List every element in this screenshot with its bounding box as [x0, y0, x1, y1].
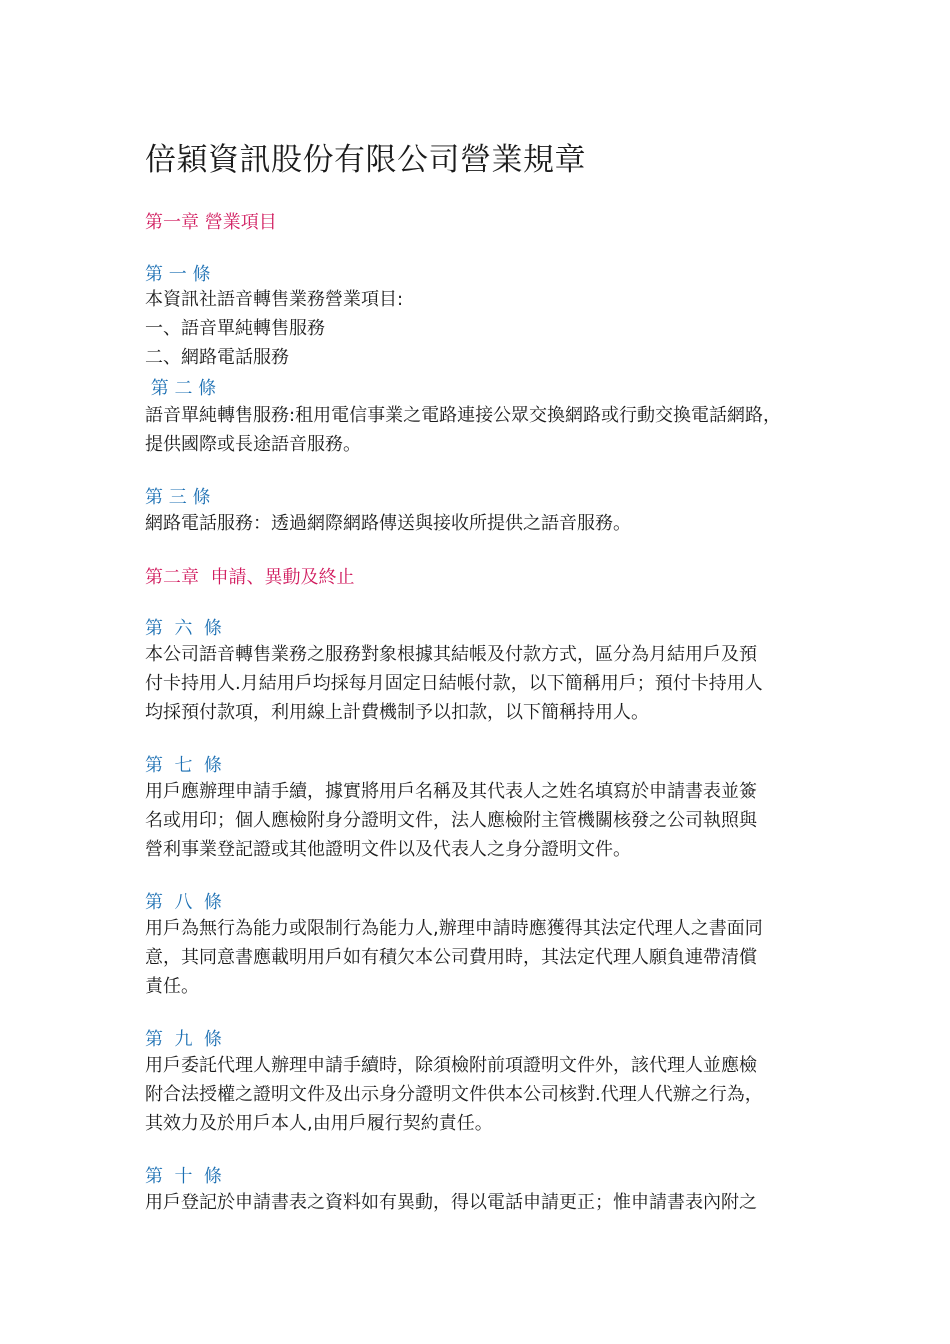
article-1-line: 二、網路電話服務 — [145, 347, 289, 368]
chapter-1-heading: 第一章 營業項目 — [145, 212, 277, 233]
article-7-line: 名或用印；個人應檢附身分證明文件，法人應檢附主管機關核發之公司執照與 — [145, 810, 757, 831]
article-6-text — [145, 640, 825, 727]
article-10-text — [145, 1188, 825, 1217]
document-title: 倍穎資訊股份有限公司營業規章 — [145, 142, 586, 178]
article-6-line: 付卡持用人.月結用戶均採每月固定日結帳付款，以下簡稱用戶；預付卡持用人 — [145, 673, 763, 694]
article-10-label: 第 十 條 — [145, 1166, 222, 1187]
article-7-line: 用戶應辦理申請手續，據實將用戶名稱及其代表人之姓名填寫於申請書表並簽 — [145, 781, 757, 802]
article-1-line: 一、語音單純轉售服務 — [145, 318, 325, 339]
article-7-text — [145, 777, 825, 864]
article-9-line: 附合法授權之證明文件及出示身分證明文件供本公司核對.代理人代辦之行為， — [145, 1084, 763, 1105]
article-2-text — [145, 401, 825, 459]
article-9-line: 用戶委託代理人辦理申請手續時，除須檢附前項證明文件外，該代理人並應檢 — [145, 1055, 757, 1076]
article-1-label: 第 一 條 — [145, 264, 211, 285]
article-3-label: 第 三 條 — [145, 487, 211, 508]
article-8-line: 意，其同意書應載明用戶如有積欠本公司費用時，其法定代理人願負連帶清償 — [145, 947, 757, 968]
article-7-line: 營利事業登記證或其他證明文件以及代表人之身分證明文件。 — [145, 839, 631, 860]
article-10-line: 用戶登記於申請書表之資料如有異動，得以電話申請更正；惟申請書表內附之 — [145, 1192, 757, 1213]
article-9-text — [145, 1051, 825, 1138]
article-6-line: 本公司語音轉售業務之服務對象根據其結帳及付款方式，區分為月結用戶及預 — [145, 644, 757, 665]
article-6-label: 第 六 條 — [145, 618, 222, 639]
article-2-label: 第 二 條 — [145, 378, 217, 399]
article-2-line: 語音單純轉售服務:租用電信事業之電路連接公眾交換網路或行動交換電話網路， — [145, 405, 782, 426]
article-3-text — [145, 509, 825, 538]
article-9-line: 其效力及於用戶本人,由用戶履行契約責任。 — [145, 1113, 493, 1134]
article-8-label: 第 八 條 — [145, 892, 222, 913]
article-8-text — [145, 914, 825, 1001]
article-8-line: 責任。 — [145, 976, 199, 997]
article-9-label: 第 九 條 — [145, 1029, 222, 1050]
article-1-text — [145, 285, 825, 372]
article-7-label: 第 七 條 — [145, 755, 222, 776]
article-3-line: 網路電話服務：透過網際網路傳送與接收所提供之語音服務。 — [145, 513, 631, 534]
article-6-line: 均採預付款項，利用線上計費機制予以扣款，以下簡稱持用人。 — [145, 702, 649, 723]
chapter-2-heading: 第二章 申請、異動及終止 — [145, 567, 355, 588]
article-8-line: 用戶為無行為能力或限制行為能力人,辦理申請時應獲得其法定代理人之書面同 — [145, 918, 763, 939]
article-2-line: 提供國際或長途語音服務。 — [145, 434, 361, 455]
article-1-line: 本資訊社語音轉售業務營業項目: — [145, 289, 404, 310]
